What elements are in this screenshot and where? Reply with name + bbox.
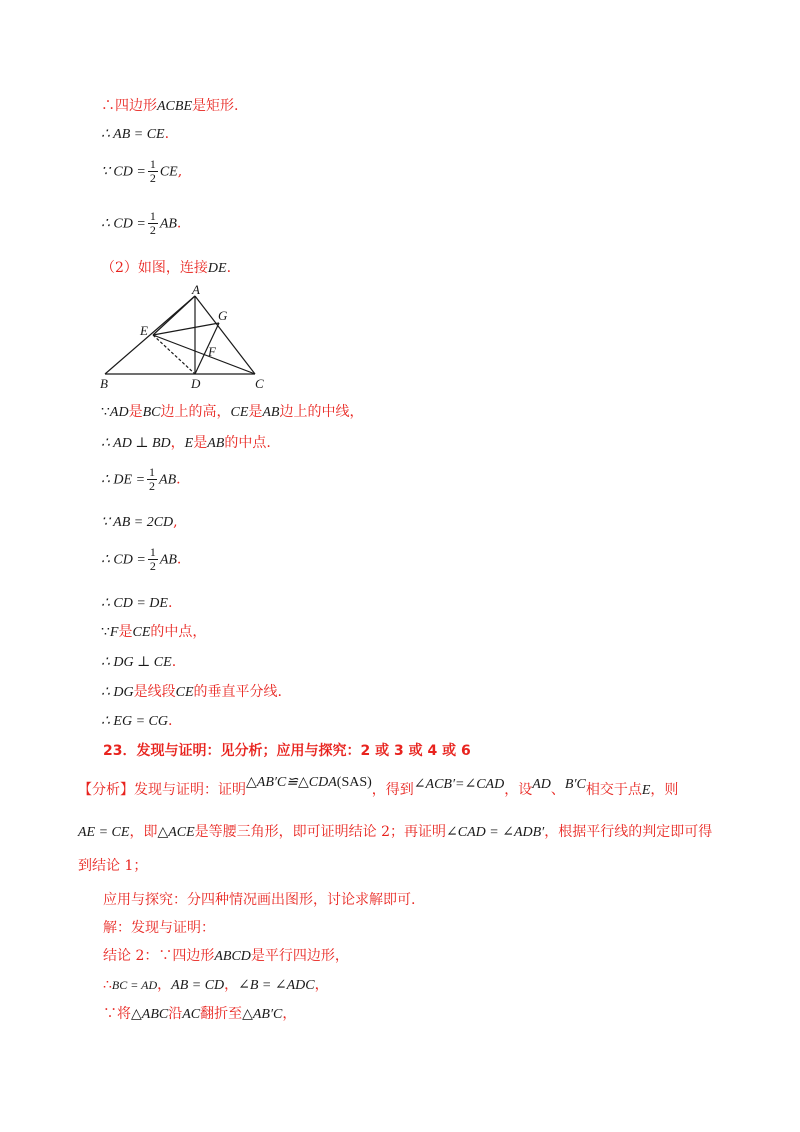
math: AD — [532, 777, 551, 792]
math: △AB′C — [242, 1007, 283, 1022]
text: 是线段 — [133, 684, 176, 700]
proof-line-10 — [101, 711, 172, 732]
q23-analysis-line-3: 到结论 1； — [78, 858, 148, 874]
numerator: 1 — [149, 157, 156, 171]
line-rectangle — [101, 96, 238, 117]
math: AE = CE — [78, 825, 130, 840]
q23-fold — [103, 1004, 296, 1025]
math: ∴ DG ⊥ CE — [101, 655, 172, 670]
math: ∵ AB = 2CD — [101, 515, 174, 530]
math: ∠ACB′=∠CAD — [413, 777, 505, 792]
fraction — [148, 546, 158, 573]
math: ACBE — [157, 99, 192, 114]
math: B′C — [564, 777, 586, 792]
proof-line-7 — [101, 622, 206, 643]
math: AD — [109, 405, 129, 420]
text: ， — [157, 977, 172, 993]
denominator: 2 — [149, 479, 156, 493]
text: . — [171, 654, 177, 670]
math: DE — [207, 261, 227, 276]
text: ， — [170, 435, 185, 451]
label-f: F — [208, 344, 216, 359]
text: ∴ — [103, 977, 112, 993]
text: 是平行四边形， — [250, 948, 349, 964]
math: BC — [142, 405, 161, 420]
math: AB — [159, 552, 177, 568]
text: , — [177, 163, 183, 180]
math: CE — [175, 685, 194, 700]
fraction — [148, 210, 158, 237]
math: BC = AD — [111, 978, 158, 992]
text: 边上的高， — [160, 404, 231, 420]
text: 发现与证明：证明 — [134, 782, 246, 798]
math: ∴ AD ⊥ BD — [101, 436, 171, 451]
math: △AB′C≌△CDA — [246, 775, 337, 790]
analysis-tag: 【分析】 — [78, 782, 134, 798]
denominator: 2 — [149, 559, 156, 573]
line-ab-eq-ce — [101, 124, 169, 145]
fraction — [147, 466, 157, 493]
text: . — [176, 215, 182, 232]
math: AB — [207, 436, 225, 451]
text: ∵ — [101, 404, 110, 420]
label-b: B — [100, 376, 108, 391]
text: . — [176, 551, 182, 568]
label-a: A — [192, 284, 200, 297]
q23-analysis-line-1 — [78, 775, 679, 801]
math: CE — [159, 164, 178, 180]
q23-equalities — [103, 975, 329, 996]
text: 的中点， — [150, 624, 207, 640]
label-g: G — [218, 308, 228, 323]
math: ∴ DG — [101, 685, 134, 700]
math: AB = CD — [171, 978, 225, 993]
q23-analysis-line-4: 应用与探究：分四种情况画出图形，讨论求解即可. — [103, 892, 416, 908]
text: 是 — [128, 404, 143, 420]
text: ，即 — [129, 824, 158, 840]
text: . — [167, 713, 173, 729]
geometry-figure — [95, 284, 285, 392]
denominator: 2 — [149, 171, 156, 185]
segment-ea — [153, 296, 195, 335]
text: 是 — [248, 404, 263, 420]
math: ∠B = ∠ADC — [238, 978, 315, 993]
text: ， — [282, 1006, 297, 1022]
q23-heading: 23．发现与证明：见分析；应用与探究：2 或 3 或 4 或 6 — [103, 743, 471, 759]
proof-line-4 — [101, 512, 178, 533]
proof-line-3 — [101, 466, 181, 493]
text: ∵将 — [103, 1006, 131, 1022]
proof-line-5 — [101, 546, 181, 573]
text: 结论 2：∵四边形 — [103, 948, 215, 964]
text: 沿 — [168, 1006, 183, 1022]
text: 相交于点 — [585, 782, 642, 798]
proof-line-9 — [101, 682, 282, 703]
line-cd-half-ce — [101, 158, 182, 185]
proof-line-8 — [101, 652, 176, 673]
fraction — [148, 158, 158, 185]
math: E — [184, 436, 194, 451]
math: CE — [132, 625, 151, 640]
math: E — [641, 783, 651, 798]
text: ，根据平行线的判定即可得 — [544, 824, 713, 840]
text: 的中点. — [224, 435, 271, 451]
math: AB — [159, 216, 177, 232]
text: （2）如图，连接 — [101, 260, 208, 276]
text: 是 — [193, 435, 208, 451]
text: ， — [314, 977, 329, 993]
label-d: D — [191, 376, 201, 391]
text: ，得到 — [371, 782, 414, 798]
math: ∴ CD = — [101, 552, 146, 568]
text: 是矩形. — [192, 98, 239, 114]
line-part2 — [101, 258, 231, 279]
text: 的垂直平分线. — [193, 684, 282, 700]
math: △ACE — [157, 825, 195, 840]
math: ∵ CD = — [101, 164, 146, 180]
text: ，则 — [650, 782, 679, 798]
math: ∴ CD = — [101, 216, 146, 232]
numerator: 1 — [149, 465, 156, 479]
label-e: E — [140, 323, 148, 338]
text: ，设 — [504, 782, 533, 798]
proof-line-6 — [101, 593, 172, 614]
math: ∠CAD = ∠ADB′ — [446, 825, 545, 840]
text: . — [226, 260, 232, 276]
text: ∴四边形 — [101, 98, 157, 114]
text: ， — [224, 977, 239, 993]
denominator: 2 — [149, 223, 156, 237]
text: 、 — [550, 782, 565, 798]
proof-line-1 — [101, 402, 363, 423]
q23-solution-intro: 解：发现与证明： — [103, 920, 215, 936]
text: 边上的中线， — [279, 404, 364, 420]
text: 翻折至 — [200, 1006, 243, 1022]
segment-ba — [105, 296, 195, 374]
text: 是 — [118, 624, 133, 640]
text: . — [167, 595, 173, 611]
line-cd-half-ab — [101, 210, 181, 237]
text: 是等腰三角形，即可证明结论 2；再证明 — [194, 824, 447, 840]
numerator: 1 — [149, 209, 156, 223]
math: (SAS) — [336, 775, 372, 790]
math: AB — [262, 405, 280, 420]
math: ∴ CD = DE — [101, 596, 168, 611]
text: ∵ — [101, 624, 110, 640]
math: AB — [159, 472, 177, 488]
segment-eg — [153, 323, 219, 335]
label-c: C — [255, 376, 264, 391]
text: , — [173, 514, 178, 530]
q23-conclusion-2 — [103, 946, 349, 967]
proof-line-2 — [101, 433, 271, 454]
text: . — [176, 471, 181, 488]
math: ∴ EG = CG — [101, 714, 168, 729]
numerator: 1 — [149, 545, 156, 559]
math: ABCD — [214, 949, 251, 964]
math: ∴ AB = CE — [101, 127, 165, 142]
math: CE — [230, 405, 249, 420]
math: ∴ DE = — [101, 472, 146, 488]
math: AC — [182, 1007, 201, 1022]
math: △ABC — [131, 1007, 169, 1022]
q23-analysis-line-2 — [78, 822, 712, 843]
text: . — [164, 126, 170, 142]
segment-ed-dashed — [153, 335, 195, 374]
math: F — [109, 625, 119, 640]
